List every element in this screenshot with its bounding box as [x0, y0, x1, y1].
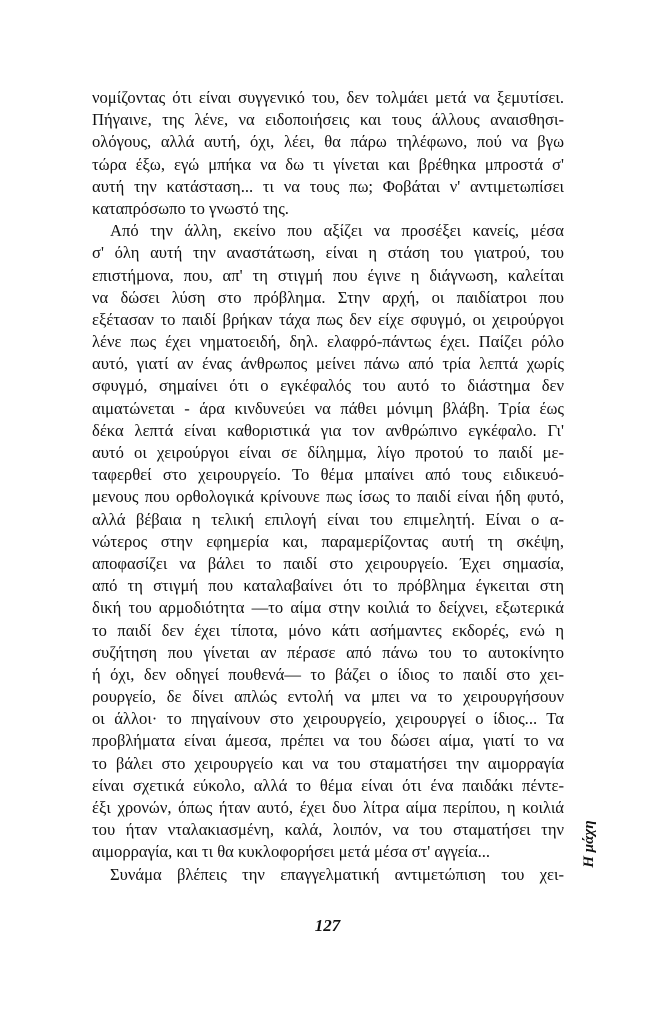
- text-line: αυτό, γιατί αν ένας άνθρωπος μείνει πάνω από τρία λεπτά χωρίς: [92, 354, 564, 374]
- text-line: νομίζοντας ότι είναι συγγενικό του, δεν τολμάει μετά να ξεμυτίσει.: [92, 88, 564, 107]
- text-line: ολόγους, αλλά αυτή, όχι, λέει, θα πάρω τηλέφωνο, πού να βγω: [92, 132, 564, 152]
- running-head: Η μάχη: [581, 820, 597, 868]
- text-line: προβλήματα είναι άμεσα, πρέπει να του δώσει αίμα, γιατί το να: [92, 731, 564, 751]
- text-line: του ήταν νταλακιασμένη, καλά, λοιπόν, να του σταματήσει την: [92, 820, 564, 840]
- text-line: έξι χρονών, όπως ήταν αυτό, έχει δυο λίτρα αίμα περίπου, η κοιλιά: [92, 798, 564, 817]
- text-line: μενους που ορθολογικά κρίνουνε πως ίσως το παιδί είναι ήδη φυτό,: [92, 487, 564, 507]
- text-line: αλλά βέβαια η τελική επιλογή είναι του επιμελητή. Είναι ο α-: [92, 509, 564, 529]
- text-line: το παιδί δεν έχει τίποτα, μόνο κάτι ασήμαντες εκδορές, ενώ η: [92, 620, 564, 640]
- text-line: Συνάμα βλέπεις την επαγγελματική αντιμετώπιση του χει-: [110, 864, 564, 884]
- text-line: Από την άλλη, εκείνο που αξίζει να προσέξει κανείς, μέσα: [110, 221, 564, 241]
- text-line: αιμορραγία, και τι θα κυκλοφορήσει μετά μέσα στ' αγγεία...: [92, 842, 491, 862]
- text-line: ταφερθεί στο χειρουργείο. Το θέμα μπαίνει από τους ειδικευό-: [92, 465, 564, 485]
- body-text: [92, 87, 564, 886]
- text-line: επιστήμονα, που, απ' τη στιγμή που έγινε η διάγνωση, καλείται: [92, 265, 564, 285]
- text-line: δέκα λεπτά είναι καθοριστικά για τον ανθρώπινο εγκέφαλο. Γι': [92, 420, 564, 440]
- text-line: τώρα έξω, εγώ μπήκα να δω τι γίνεται και βρέθηκα μπροστά σ': [92, 154, 564, 174]
- text-line: καταπρόσωπο το γνωστό της.: [92, 198, 289, 218]
- text-line: σ' όλη αυτή την αναστάτωση, είναι η στάση του γιατρού, του: [92, 243, 564, 263]
- text-line: σφυγμό, σημαίνει ότι ο εγκέφαλός του αυτό το διάστημα δεν: [92, 376, 564, 396]
- text-line: δική του αρμοδιότητα —το αίμα στην κοιλιά το δείχνει, εξωτερικά: [92, 598, 564, 618]
- text-line: το βάλει στο χειρουργείο και να του σταματήσει την αιμορραγία: [92, 753, 564, 773]
- text-line: οι άλλοι· το πηγαίνουν στο χειρουργείο, χειρουργεί ο ίδιος... Τα: [92, 709, 564, 729]
- text-line: ρουργείο, δε δίνει απλώς εντολή να μπει να το χειρουργήσουν: [92, 687, 564, 707]
- text-line: Πήγαινε, της λένε, να ειδοποιήσεις και τους άλλους αναισθησι-: [92, 110, 564, 130]
- text-line: αιματώνεται - άρα κινδυνεύει να πάθει μόνιμη βλάβη. Τρία έως: [92, 398, 564, 418]
- text-line: αυτή την κατάσταση... τι να τους πω; Φοβάται ν' αντιμετωπίσει: [92, 176, 564, 196]
- text-line: λένε πως έχει νηματοειδή, δηλ. ελαφρό-πάντως έχει. Παίζει ρόλο: [92, 332, 564, 352]
- text-line: συζήτηση που γίνεται αν πέρασε από πάνω του το αυτοκίνητο: [92, 642, 564, 662]
- text-line: από τη στιγμή που καταλαβαίνει ότι το πρόβλημα έγκειται στη: [92, 576, 564, 596]
- text-line: νώτερος στην εφημερία και, παραμερίζοντας αυτή τη σκέψη,: [92, 531, 564, 551]
- text-line: αποφασίζει να βάλει το παιδί στο χειρουργείο. Έχει σημασία,: [92, 553, 564, 573]
- text-line: αυτό οι χειρούργοι είναι σε δίλημμα, λίγο προτού το παιδί με-: [92, 443, 564, 462]
- page-number: 127: [314, 916, 341, 935]
- text-line: εξέτασαν το παιδί βρήκαν τάχα πως δεν είχε σφυγμό, οι χειρούργοι: [92, 309, 564, 329]
- text-line: να δώσει λύση στο πρόβλημα. Στην αρχή, οι παιδίατροι που: [92, 287, 564, 307]
- text-line: είναι σχετικά εύκολο, αλλά το θέμα είναι ότι ένα παιδάκι πέντε-: [92, 775, 564, 795]
- text-line: ή όχι, δεν οδηγεί πουθενά— το βάζει ο ίδιος το παιδί στο χει-: [92, 664, 564, 684]
